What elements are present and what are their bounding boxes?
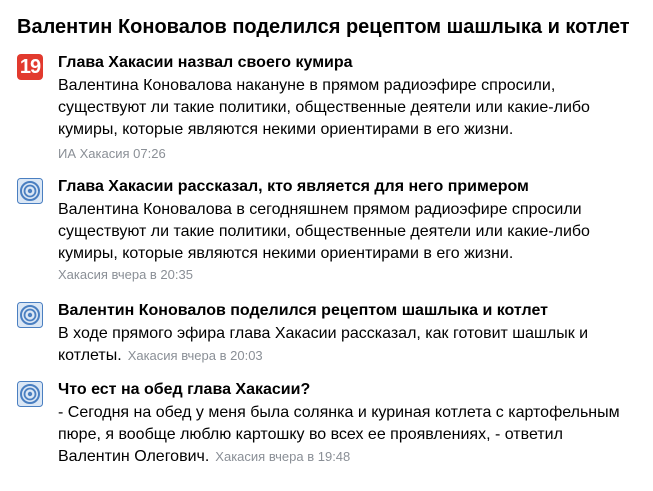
news-item-text-content: В ходе прямого эфира глава Хакасии рассказал, как готовит шашлык и котлеты. (58, 325, 589, 364)
news-item-text: Валентина Коновалова накануне в прямом радиоэфире спросили, существуют ли такие политики, общественные деятели или какие-либо кумиры, которые являются некими ориентирами в его жизни. (58, 77, 590, 138)
story-title[interactable]: Валентин Коновалов поделился рецептом шашлыка и котлет (17, 16, 630, 38)
news-item-meta[interactable]: ИА Хакасия 07:26 (58, 146, 166, 161)
khakassia-logo-icon[interactable] (17, 302, 43, 328)
news-item-text (58, 323, 638, 367)
news-item-meta[interactable]: Хакасия вчера в 19:48 (215, 449, 351, 464)
news-item-meta[interactable]: Хакасия вчера в 20:03 (127, 348, 263, 363)
news-item-meta[interactable]: Хакасия вчера в 20:35 (58, 267, 193, 282)
news-item-title[interactable]: Глава Хакасии рассказал, кто является для него примером (58, 178, 529, 195)
news-item-body (58, 52, 638, 164)
news-item-body (58, 300, 638, 367)
news-item-title[interactable]: Что ест на обед глава Хакасии? (58, 381, 311, 398)
news-item-body (58, 379, 638, 468)
19-logo-icon[interactable] (17, 54, 43, 80)
news-item-text: Валентина Коновалова в сегодняшнем прямом радиоэфире спросили существуют ли такие политики, общественные деятели или какие-либо кумиры, которые являются некими ориентирами в его жизни. (58, 201, 590, 262)
news-item-body (58, 176, 638, 285)
news-item-title[interactable]: Валентин Коновалов поделился рецептом шашлыка и котлет (58, 302, 549, 319)
khakassia-logo-icon[interactable] (17, 178, 43, 204)
19-logo-text: 19 (17, 54, 43, 80)
news-item-title[interactable]: Глава Хакасии назвал своего кумира (58, 54, 353, 71)
khakassia-logo-icon[interactable] (17, 381, 43, 407)
news-item-text (58, 402, 638, 468)
news-item-text-content: - Сегодня на обед у меня была солянка и куриная котлета с картофельным пюре, я вообще люблю картошку во всех ее проявлениях, - ответил Валентин Олегович. (58, 404, 620, 465)
